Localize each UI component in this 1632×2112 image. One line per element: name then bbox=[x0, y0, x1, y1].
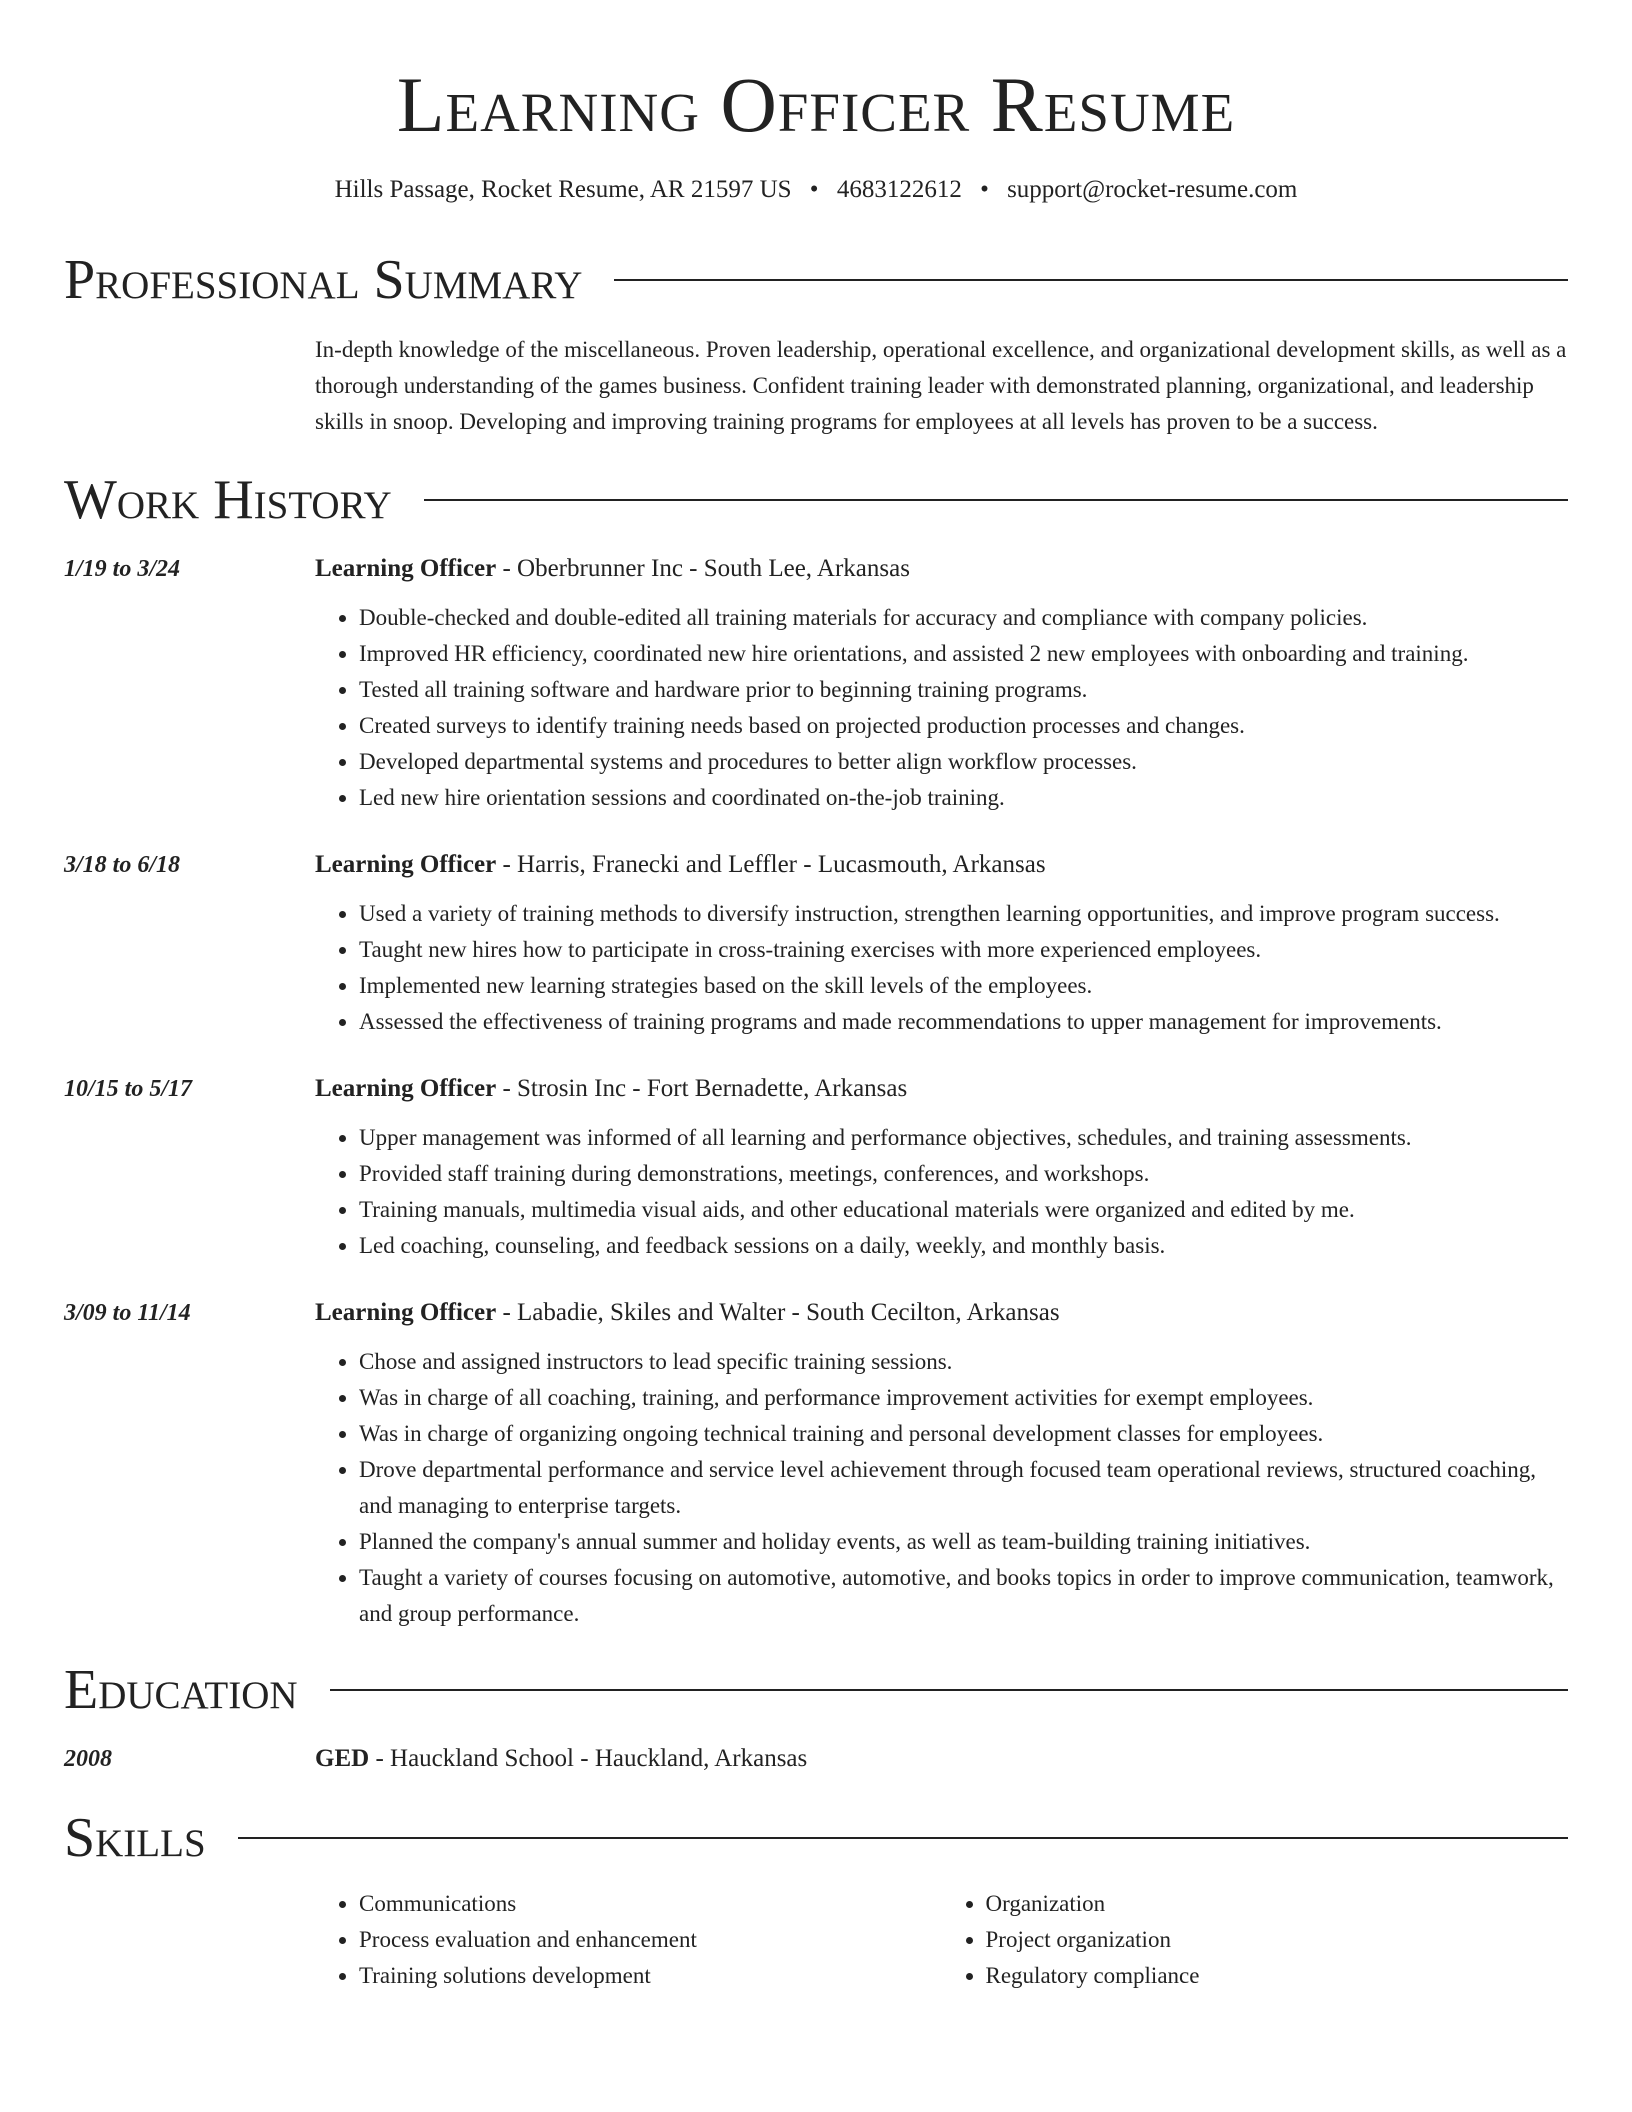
skill-item: • Regulatory compliance bbox=[986, 1958, 1569, 1994]
section-divider bbox=[614, 279, 1568, 281]
job-entry bbox=[64, 1074, 1568, 1264]
section-divider bbox=[330, 1689, 1568, 1691]
education-header bbox=[64, 1744, 1568, 1774]
job-bullet: • Led new hire orientation sessions and coordinated on-the-job training. bbox=[359, 780, 1568, 816]
resume-title: Learning Officer Resume bbox=[396, 61, 1236, 148]
skills-heading: Skills bbox=[64, 1807, 206, 1869]
job-entry bbox=[64, 1298, 1568, 1632]
job-bullets bbox=[315, 1120, 1568, 1264]
job-header bbox=[64, 1298, 1568, 1328]
education-heading: Education bbox=[64, 1659, 298, 1721]
job-details: - Strosin Inc - Fort Bernadette, Arkansas bbox=[496, 1075, 908, 1102]
contact-phone: 4683122612 bbox=[836, 176, 962, 203]
skills-column-right bbox=[942, 1886, 1569, 1994]
skills-list bbox=[315, 1886, 1568, 1994]
job-bullets-wrap bbox=[315, 1344, 1568, 1632]
job-bullets bbox=[315, 600, 1568, 816]
job-dates: 10/15 to 5/17 bbox=[64, 1076, 193, 1102]
education-year: 2008 bbox=[64, 1746, 112, 1772]
job-title-line bbox=[315, 850, 1046, 880]
job-bullet: • Provided staff training during demonstrations, meetings, conferences, and workshops. bbox=[359, 1156, 1568, 1192]
education-details: - Hauckland School - Hauckland, Arkansas bbox=[369, 1745, 808, 1772]
job-title: Learning Officer bbox=[315, 1075, 497, 1102]
job-header bbox=[64, 554, 1568, 584]
job-bullet: • Tested all training software and hardware prior to beginning training programs. bbox=[359, 672, 1568, 708]
job-bullets-wrap bbox=[315, 896, 1568, 1040]
contact-separator: • bbox=[980, 176, 989, 203]
skill-item: • Training solutions development bbox=[359, 1958, 942, 1994]
job-entry bbox=[64, 850, 1568, 1040]
skill-item: • Process evaluation and enhancement bbox=[359, 1922, 942, 1958]
job-details: - Oberbrunner Inc - South Lee, Arkansas bbox=[496, 555, 910, 582]
contact-email: support@rocket-resume.com bbox=[1007, 176, 1298, 203]
job-bullets bbox=[315, 1344, 1568, 1632]
education-entry bbox=[64, 1744, 1568, 1774]
education-title-line bbox=[315, 1744, 807, 1774]
education-section-header bbox=[64, 1659, 1568, 1721]
job-bullets bbox=[315, 896, 1568, 1040]
job-bullet: • Was in charge of all coaching, training, and performance improvement activities for exempt employees. bbox=[359, 1380, 1568, 1416]
job-bullet: • Taught new hires how to participate in cross-training exercises with more experienced employees. bbox=[359, 932, 1568, 968]
job-bullet: • Created surveys to identify training needs based on projected production processes and changes. bbox=[359, 708, 1568, 744]
job-title-line bbox=[315, 554, 910, 584]
skill-item: • Organization bbox=[986, 1886, 1569, 1922]
skill-item: • Project organization bbox=[986, 1922, 1569, 1958]
summary-heading: Professional Summary bbox=[64, 249, 583, 311]
job-bullet: • Planned the company's annual summer and holiday events, as well as team-building training initiatives. bbox=[359, 1524, 1568, 1560]
work-heading: Work History bbox=[64, 469, 392, 531]
job-bullet: • Developed departmental systems and procedures to better align workflow processes. bbox=[359, 744, 1568, 780]
education-degree: GED bbox=[315, 1745, 370, 1772]
job-details: - Harris, Franecki and Leffler - Lucasmouth, Arkansas bbox=[496, 851, 1046, 878]
skills-column-left bbox=[315, 1886, 942, 1994]
job-bullet: • Drove departmental performance and service level achievement through focused team operational reviews, structured coaching, and managing to enterprise targets. bbox=[359, 1452, 1568, 1524]
job-bullet: • Assessed the effectiveness of training programs and made recommendations to upper management for improvements. bbox=[359, 1004, 1568, 1040]
job-dates: 3/18 to 6/18 bbox=[64, 852, 181, 878]
resume-page bbox=[64, 0, 1568, 1994]
job-bullet: • Taught a variety of courses focusing on automotive, automotive, and books topics in order to improve communication, teamwork, and group performance. bbox=[359, 1560, 1568, 1632]
job-bullet: • Was in charge of organizing ongoing technical training and personal development classes for employees. bbox=[359, 1416, 1568, 1452]
job-bullets-wrap bbox=[315, 1120, 1568, 1264]
job-title: Learning Officer bbox=[315, 555, 497, 582]
job-dates: 1/19 to 3/24 bbox=[64, 556, 181, 582]
contact-separator: • bbox=[809, 176, 819, 203]
job-bullets-wrap bbox=[315, 600, 1568, 816]
job-header bbox=[64, 850, 1568, 880]
summary-text: In-depth knowledge of the miscellaneous. Proven leadership, operational excellence, and organizational development skills, as well as a thorough understanding of the games business. Confident training leader with demonstrated planning, organizational, and leadership skills in snoop. Developing and improving training programs for employees at all levels has proven to be a success. bbox=[315, 337, 1567, 434]
summary-section-header bbox=[64, 249, 1568, 311]
contact-address: Hills Passage, Rocket Resume, AR 21597 US bbox=[334, 176, 792, 203]
job-title-line bbox=[315, 1298, 1060, 1328]
job-title: Learning Officer bbox=[315, 1299, 497, 1326]
job-bullet: • Upper management was informed of all learning and performance objectives, schedules, and training assessments. bbox=[359, 1120, 1568, 1156]
job-bullet: • Used a variety of training methods to diversify instruction, strengthen learning opportunities, and improve program success. bbox=[359, 896, 1568, 932]
job-entry bbox=[64, 554, 1568, 816]
skill-item: • Communications bbox=[359, 1886, 942, 1922]
job-title: Learning Officer bbox=[315, 851, 497, 878]
section-divider bbox=[238, 1837, 1568, 1839]
job-details: - Labadie, Skiles and Walter - South Cecilton, Arkansas bbox=[496, 1299, 1060, 1326]
job-bullet: • Improved HR efficiency, coordinated new hire orientations, and assisted 2 new employees with onboarding and training. bbox=[359, 636, 1568, 672]
work-section-header bbox=[64, 469, 1568, 531]
section-divider bbox=[424, 499, 1568, 501]
skills-section-header bbox=[64, 1807, 1568, 1869]
job-header bbox=[64, 1074, 1568, 1104]
job-bullet: • Training manuals, multimedia visual aids, and other educational materials were organized and edited by me. bbox=[359, 1192, 1568, 1228]
job-bullet: • Led coaching, counseling, and feedback sessions on a daily, weekly, and monthly basis. bbox=[359, 1228, 1568, 1264]
job-bullet: • Double-checked and double-edited all training materials for accuracy and compliance with company policies. bbox=[359, 600, 1568, 636]
contact-line bbox=[64, 176, 1568, 204]
job-dates: 3/09 to 11/14 bbox=[64, 1300, 191, 1326]
job-title-line bbox=[315, 1074, 907, 1104]
job-bullet: • Chose and assigned instructors to lead specific training sessions. bbox=[359, 1344, 1568, 1380]
job-bullet: • Implemented new learning strategies based on the skill levels of the employees. bbox=[359, 968, 1568, 1004]
